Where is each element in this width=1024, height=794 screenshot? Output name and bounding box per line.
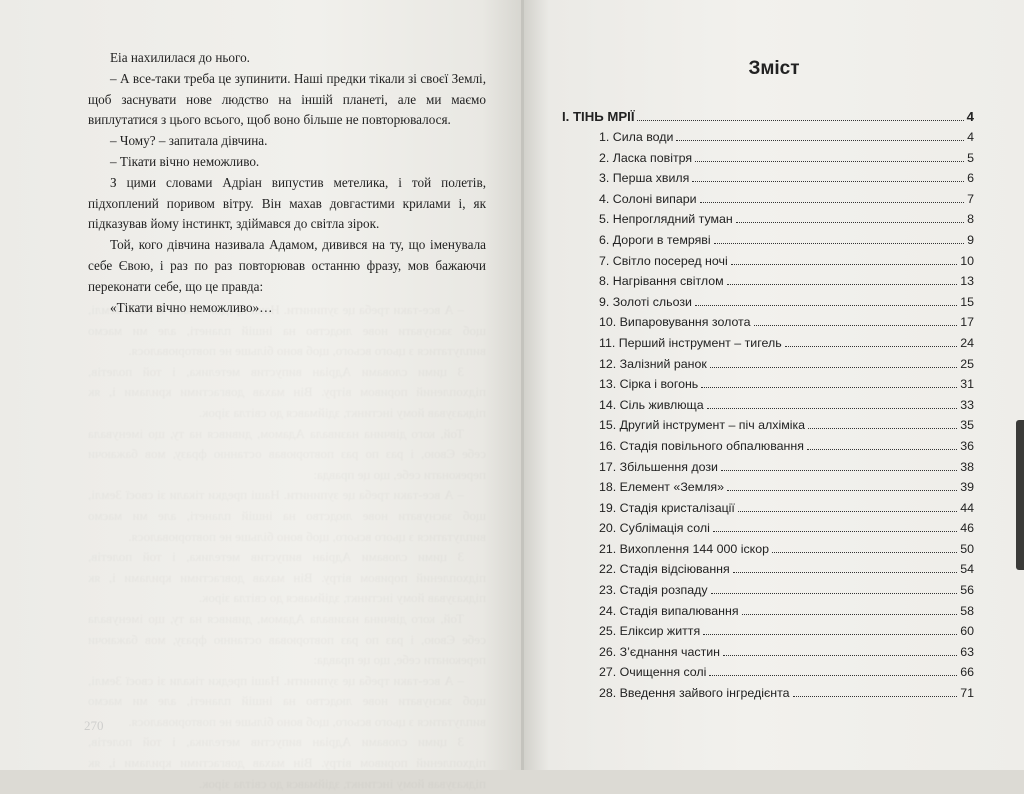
toc-entry-page: 31 bbox=[960, 377, 974, 392]
bleed-paragraph bbox=[88, 424, 486, 486]
table-of-contents bbox=[562, 106, 974, 704]
toc-entry-page: 5 bbox=[967, 150, 974, 165]
dot-leader bbox=[711, 593, 958, 594]
toc-entry bbox=[562, 271, 974, 292]
toc-entry-page: 46 bbox=[960, 521, 974, 536]
toc-section bbox=[562, 106, 974, 127]
dot-leader bbox=[727, 284, 958, 285]
toc-entry-page: 35 bbox=[960, 418, 974, 433]
toc-entry-label: 14. Сіль живлюща bbox=[599, 397, 704, 412]
paragraph: – Чому? – запитала дівчина. bbox=[110, 133, 268, 149]
dot-leader bbox=[695, 305, 957, 306]
left-page bbox=[0, 0, 524, 770]
toc-entry-label: 17. Збільшення дози bbox=[599, 459, 718, 474]
toc-entry bbox=[562, 230, 974, 251]
dot-leader bbox=[733, 572, 957, 573]
book-gutter bbox=[521, 0, 524, 770]
toc-entry-label: 10. Випаровування золота bbox=[599, 315, 751, 330]
bleed-paragraph bbox=[88, 485, 486, 547]
dot-leader bbox=[785, 346, 958, 347]
toc-entry-label: 25. Еліксир життя bbox=[599, 624, 701, 639]
toc-entry-label: 26. З’єднання частин bbox=[599, 644, 721, 659]
toc-entry-label: 24. Стадія випалювання bbox=[599, 603, 739, 618]
dot-leader bbox=[808, 428, 957, 429]
toc-entry-page: 71 bbox=[960, 686, 974, 701]
dot-leader bbox=[707, 408, 958, 409]
toc-entry-page: 58 bbox=[960, 603, 974, 618]
paragraph: Еіа нахилилася до нього. bbox=[110, 50, 250, 65]
paragraph: З цими словами Адріан випустив метелика, і той полетів, підхоплений поривом вітру. Він махав довгастими крилами і, як підказував йому інстинкт, здіймався до світла зірок. bbox=[88, 174, 486, 232]
toc-entry bbox=[562, 209, 974, 230]
toc-entry bbox=[562, 477, 974, 498]
dot-leader bbox=[692, 181, 964, 182]
dot-leader bbox=[700, 202, 965, 203]
toc-entry-page: 9 bbox=[967, 232, 974, 247]
page-edge-tab bbox=[1016, 420, 1024, 570]
dot-leader bbox=[727, 490, 957, 491]
toc-entry bbox=[562, 457, 974, 478]
toc-entry-page: 44 bbox=[960, 500, 974, 515]
toc-entry-page: 7 bbox=[967, 191, 974, 206]
toc-title: Зміст bbox=[748, 58, 800, 79]
dot-leader bbox=[807, 449, 957, 450]
toc-entry-label: 7. Світло посеред ночі bbox=[599, 253, 728, 268]
dot-leader bbox=[723, 655, 957, 656]
toc-entry-label: 1. Сила води bbox=[599, 130, 674, 144]
toc-entry bbox=[562, 601, 974, 622]
bleed-through-text bbox=[88, 300, 486, 794]
toc-entry-label: 11. Перший інструмент – тигель bbox=[599, 335, 782, 350]
bleed-paragraph bbox=[88, 362, 486, 424]
toc-entry bbox=[562, 127, 974, 148]
toc-entry-label: 2. Ласка повітря bbox=[599, 150, 693, 165]
toc-entry-label: 4. Солоні випари bbox=[599, 191, 697, 206]
paragraph: «Тікати вічно неможливо»… bbox=[110, 299, 273, 315]
paragraph: Той, кого дівчина називала Адамом, дивився на ту, що іменувала себе Євою, і раз по раз повторював останню фразу, мов бажаючи переконати себе, що це правда: bbox=[88, 237, 486, 294]
toc-entry-label: 3. Перша хвиля bbox=[599, 171, 690, 186]
toc-entry-page: 17 bbox=[960, 315, 974, 330]
toc-section-label: I. ТІНЬ МРІЇ bbox=[562, 109, 635, 124]
toc-entry-label: 9. Золоті сльози bbox=[599, 294, 692, 309]
dot-leader bbox=[754, 325, 958, 326]
toc-entry-page: 15 bbox=[960, 294, 974, 309]
toc-entry-page: 38 bbox=[960, 459, 974, 474]
dot-leader bbox=[742, 614, 958, 615]
toc-section-page: 4 bbox=[966, 109, 974, 124]
dot-leader bbox=[731, 264, 957, 265]
toc-entry-label: 20. Сублімація солі bbox=[599, 521, 710, 536]
toc-entry bbox=[562, 415, 974, 436]
toc-entry-page: 60 bbox=[960, 624, 974, 639]
toc-entry bbox=[562, 354, 974, 375]
toc-entry-page: 8 bbox=[967, 212, 974, 227]
toc-entry bbox=[562, 189, 974, 210]
dot-leader bbox=[710, 367, 957, 368]
toc-entry-page: 25 bbox=[960, 356, 974, 371]
toc-entry bbox=[562, 683, 974, 704]
dot-leader bbox=[695, 161, 964, 162]
toc-entry-label: 6. Дороги в темряві bbox=[599, 232, 711, 247]
toc-entry-label: 28. Введення зайвого інгредієнта bbox=[599, 686, 790, 701]
toc-entry bbox=[562, 642, 974, 663]
toc-entry-page: 36 bbox=[960, 438, 974, 453]
toc-entry bbox=[562, 312, 974, 333]
dot-leader bbox=[721, 470, 957, 471]
toc-entry bbox=[562, 374, 974, 395]
toc-entry bbox=[562, 498, 974, 519]
toc-entry-label: 13. Сірка і вогонь bbox=[599, 377, 699, 392]
dot-leader bbox=[703, 634, 957, 635]
toc-entry bbox=[562, 580, 974, 601]
toc-entry bbox=[562, 436, 974, 457]
toc-entry bbox=[562, 333, 974, 354]
toc-entry-label: 23. Стадія розпаду bbox=[599, 583, 708, 598]
bleed-paragraph bbox=[88, 732, 486, 794]
toc-entry bbox=[562, 168, 974, 189]
story-text bbox=[88, 48, 486, 318]
paragraph: – А все-таки треба це зупинити. Наші предки тікали зі своєї Землі, щоб заснувати нове людство на іншій планеті, але ми маємо виплутатися з цього всього, щоб воно більше не повторювалося. bbox=[88, 70, 486, 128]
toc-entry-page: 6 bbox=[967, 171, 974, 186]
toc-entry bbox=[562, 539, 974, 560]
toc-entry-label: 27. Очищення солі bbox=[599, 665, 707, 680]
dot-leader bbox=[714, 243, 964, 244]
toc-entry bbox=[562, 662, 974, 683]
toc-entry bbox=[562, 395, 974, 416]
bleed-paragraph bbox=[88, 609, 486, 671]
dot-leader bbox=[701, 387, 957, 388]
toc-entry-page: 33 bbox=[960, 397, 974, 412]
bleed-paragraph bbox=[88, 671, 486, 733]
toc-entry bbox=[562, 518, 974, 539]
toc-entry-page: 24 bbox=[960, 335, 974, 350]
paragraph: – Тікати вічно неможливо. bbox=[110, 153, 260, 169]
toc-entry-label: 19. Стадія кристалізації bbox=[599, 500, 735, 515]
dot-leader bbox=[676, 140, 964, 141]
toc-entry-label: 8. Нагрівання світлом bbox=[599, 274, 724, 289]
toc-entry-page: 4 bbox=[967, 130, 974, 144]
toc-entry bbox=[562, 559, 974, 580]
toc-entry-page: 50 bbox=[960, 541, 974, 556]
toc-entry-page: 13 bbox=[960, 274, 974, 289]
toc-entry-label: 18. Елемент «Земля» bbox=[599, 480, 725, 495]
dot-leader bbox=[772, 552, 957, 553]
toc-entry bbox=[562, 292, 974, 313]
toc-entry-page: 54 bbox=[960, 562, 974, 577]
toc-entry-label: 15. Другий інструмент – піч алхіміка bbox=[599, 418, 806, 433]
dot-leader bbox=[709, 675, 957, 676]
toc-entry-page: 63 bbox=[960, 644, 974, 659]
dot-leader bbox=[637, 120, 963, 121]
dot-leader bbox=[738, 511, 957, 512]
toc-entry-label: 12. Залізний ранок bbox=[599, 356, 707, 371]
bleed-paragraph bbox=[88, 547, 486, 609]
toc-entry-label: 16. Стадія повільного обпалювання bbox=[599, 438, 804, 453]
dot-leader bbox=[736, 222, 964, 223]
toc-entry bbox=[562, 148, 974, 169]
toc-entry bbox=[562, 621, 974, 642]
dot-leader bbox=[713, 531, 957, 532]
toc-entry-page: 56 bbox=[960, 583, 974, 598]
toc-entry-page: 66 bbox=[960, 665, 974, 680]
toc-entry-page: 10 bbox=[960, 253, 974, 268]
page-number: 270 bbox=[84, 718, 104, 733]
toc-entry-page: 39 bbox=[960, 480, 974, 495]
dot-leader bbox=[793, 696, 958, 697]
toc-entry bbox=[562, 251, 974, 272]
toc-entry-label: 22. Стадія відсіювання bbox=[599, 562, 730, 577]
toc-entry-label: 5. Непроглядний туман bbox=[599, 212, 733, 227]
toc-entry-label: 21. Вихоплення 144 000 іскор bbox=[599, 541, 769, 556]
